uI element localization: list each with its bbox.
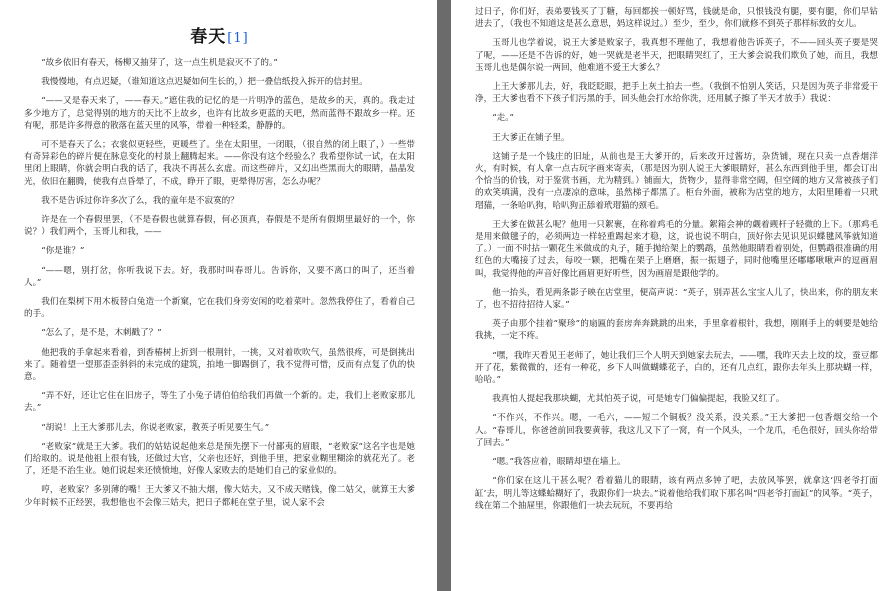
body-paragraph: 上王大爹那儿去，好，我眨眨眼，把手上灰土拍去一些。（我倒不怕别人笑话，只是因为英子非常爱干净，王大爹也看不下孩子们污黑的手，回头他会打水给你洗，还用腻子擦了半天才放手）我说： bbox=[475, 82, 878, 105]
body-paragraph: “不作兴，不作兴。嗯，一毛六，——短二个铜板？没关系，没关系。”王大爹把一包香烟交给一个人。“春哥儿，你爸爸前回我要黄蓉，我这儿又下了一窝，有一个风头，一个龙爪，毛色很好，回头你给带了回去。” bbox=[475, 413, 878, 448]
body-paragraph: “胡说！上王大爹那儿去，你说老败家，教英子听见要生气。” bbox=[41, 422, 270, 433]
body-paragraph: “老败家”就是王大爹。我们的姑姑说起他来总是预先摆下一付鄙夷的眉眼，“老败家”这名字也是她们给取的。说是他祖上很有钱，还做过大官，父亲也还好，到他手里，把家业糊里糊涂的就花光了。老了，还是不治生业。她们说起来还愤愤地，好像人家败去的是她们自己的家业似的。 bbox=[24, 441, 415, 477]
left-page bbox=[0, 0, 437, 591]
body-paragraph: 王大爹正在铺子里。 bbox=[492, 132, 570, 143]
body-paragraph: 这铺子是一个钱庄的旧址，从前也是王大爹开的，后来改开过酱坊，杂货铺，现在只卖一点香烟洋火，有时候，有人拿一点古玩字画来寄卖，（那是因为别人说王大爹眼睛好，甚么东西到他手里，都会订出个恰当的价钱，对于鉴赏书画，尤为精到。）铺面大，货物少，显得非常空阔，但空阔的地方又常被孩子们的欢笑填满，没有一点凄凉的意味，虽然梯子都黑了。柜台外面，被称为店堂的地方，太阳里睡着一只玳瑁猫，一条哈叭狗，哈叭狗正舔着玳瑁猫的颈毛。 bbox=[475, 151, 878, 211]
footnote-link[interactable]: [1] bbox=[227, 31, 249, 46]
body-paragraph: 我慢慢地，有点迟疑，（谁知道这点迟疑如何生长的，）把一叠信纸投入拆开的信封里。 bbox=[41, 77, 368, 88]
body-paragraph: “怎么了，是不是，木刺戳了？” bbox=[41, 328, 162, 339]
body-paragraph: “——又是春天来了，——春天。”遮住我的记忆的是一片明净的蓝色，是故乡的天，真的。我走过多少地方了，总觉得别的地方的天比不上故乡，也许有比故乡更蓝的天吧，然而蓝得不跟故乡一样。还有呢，那是许多得意的散落在蓝天里的风筝，带着一种轻柔，静静的。 bbox=[24, 96, 415, 131]
right-page bbox=[451, 0, 896, 591]
body-paragraph: “你们家在这儿干甚么呢？看着猫儿的眼睛，该有两点多钟了吧，去放风筝罢，就拿这‘四老爷打面缸’去，明儿等这蝶蛤糊好了，我跟你们一块去。”说着他给我们取下那名叫“四老爷打面缸”的风筝。“英子，线在第二个抽屉里，你跟他们一块去玩玩，不要再给 bbox=[475, 476, 878, 511]
body-paragraph: 英子由那个挂着“聚珍”的扇匾的套房奔奔跳跳的出来，手里拿着根针，我想，刚刚手上的刺要是她给我挑，一定不疼。 bbox=[475, 319, 878, 342]
body-paragraph: 他一抬头，看见两条影子映在店堂里，便高声说：“英子，别弄甚么宝宝人儿了，快出来，你的朋友来了，也不招待招待人家。” bbox=[475, 287, 878, 311]
body-paragraph: 哼，老败家？多别薄的嘴！王大爹又不抽大烟，像大姑夫，又不成天赌钱，像二姑父，就算王大爹少年时候不正经罢，我想他也不会像三姑夫，把日子都耗在堂子里，说人家不会 bbox=[24, 485, 415, 508]
body-paragraph: 过日子，你们好，表弟要钱买了丁糖，每回都挨一顿好骂，钱就是命，只恨钱没有腿，要有腿，你们早钻进去了，（我也不知道这是甚么意思，妈这样说过。）至少，至少，你们就修不到英子那样标致的女儿。 bbox=[475, 7, 878, 30]
chapter-title-text: 春天 bbox=[190, 27, 227, 47]
chapter-title bbox=[24, 22, 415, 47]
body-paragraph: “走。” bbox=[492, 113, 514, 124]
body-paragraph: “嗯。”我答应着，眼睛却望在墙上。 bbox=[492, 457, 626, 468]
body-paragraph: “——嗯，别打岔，你听我说下去。好，我那时叫春哥儿。告诉你，又要不离口的叫了，还当着人。” bbox=[24, 265, 415, 288]
body-paragraph: “弄不好，还让它住在旧房子，等生了小兔子请伯伯给我们再做一个新的。走，我们上老败家那儿去。” bbox=[24, 391, 415, 414]
body-paragraph: “嘿，我昨天看见王老师了，她让我们三个人明天到她家去玩去，——嘿，我昨天去上坟的坟，蚕豆都开了花，紫微微的，还有一种花，乡下人叫做蝴蝶花子，白的，还有几点红，跟你去年头上那块蝴一样，哈哈。” bbox=[475, 350, 878, 386]
body-paragraph: “故乡依旧有春天，杨柳又抽芽了，这一点生机是寂灭不了的。” bbox=[41, 58, 278, 68]
right-page-body bbox=[475, 6, 878, 512]
body-paragraph: 他把我的手拿起来看着，到香椿树上折到一根荆针，一挑，又对着吹吹气，虽然很疼，可是倒挑出来了。随着望一望那歪歪斜斜的未完成的建筑，拍地一脚踢倒了，我不觉得可惜，反而有点复了仇的快意。 bbox=[24, 347, 415, 383]
page-gutter bbox=[437, 0, 451, 591]
left-page-body bbox=[24, 57, 415, 509]
body-paragraph: “你是谁？” bbox=[41, 246, 85, 257]
body-paragraph: 王大爹在做甚么呢？他用一只絮裹，在称着鸡毛的分量。絮箱会神的觑着觋杆子轻微的上下。（那鸡毛是用来做毽子的，必须两边一样轻重踢起来才稳，这，说也说不明白，顶好你去见识见识蝶毽风筝就知道了。）一面不时拈一颗花生米做成的丸子，随手抛给架上的鹦鹉，虽然他眼睛看着别处，但鹦鹉很准确的用红色的大嘴接了过去，每咬一颗，把嘴在架子上磨磨，振一振翅子，同时他嘴里还嘟嘟啾啾声的逗画眉叫，我觉得他的声音好像比画眉更好听些，因为画眉是跟他学的。 bbox=[475, 219, 878, 279]
body-paragraph: 我们在梨树下用木板替白兔造一个新窠，它在我们身旁安闲的吃着菜叶。忽然我停住了，看着自己的手。 bbox=[24, 297, 415, 320]
body-paragraph: 许是在一个春假里罢，（不是春假也就算春假，何必顶真，春假是不是所有假期里最好的一个，你说？）我们两个，玉哥儿和我，—— bbox=[24, 215, 415, 238]
body-paragraph: 可不是春天了么；衣裳似更轻些，更暖些了。坐在太阳里，一闭眼，（很自然的闭上眼了，）一些带有奇异彩色的碎片便在脉息变化的村景上翻腾起来。——你没有这个经验么？我希望你试一试，在太阳里闭上眼睛，你就会明白我的话了，我决不再甚么玄虚。而这些碎片，又幻出些黑而大的眼睛，晶晶发光，依旧在翻腾，使我有点昏晕了，不成，睁开了眼，更晕得厉害，怎么办呢？ bbox=[24, 140, 415, 187]
body-paragraph: 玉哥儿也学着说，说王大爹是败家子，我真想不理他了，我想着他告诉英子，不——回头英子要是哭了呢，——还是不告诉的好，她一哭就是老半天，把眼睛哭红了，王大爹会说我们欺负了她，而且，我想玉哥儿也是偶尔说一两回，他难道不爱王大爹么？ bbox=[475, 38, 878, 73]
body-paragraph: 我真怕人提起我那块蝴，尤其怕英子说，可是她专门偏偏提起，我脸又红了。 bbox=[492, 394, 785, 405]
body-paragraph: 我不是告诉过你许多次了么，我的童年是不寂寞的？ bbox=[41, 195, 239, 206]
